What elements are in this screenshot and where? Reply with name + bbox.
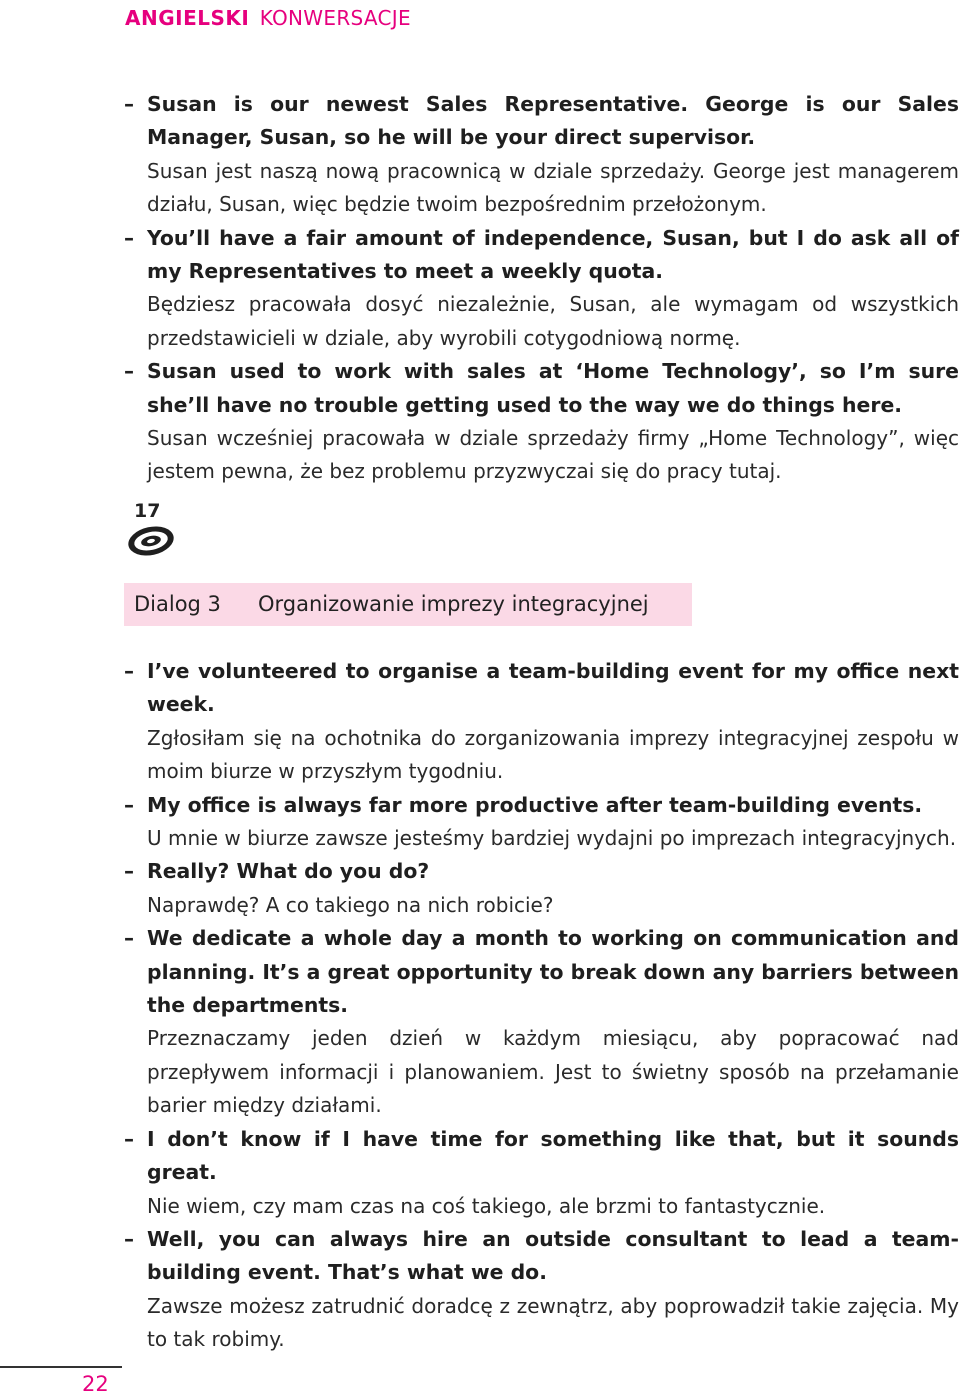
dash-bullet: – (124, 359, 134, 384)
english-line: Well, you can always hire an outside consultant to lead a team-building event. That’s what we do. (147, 1226, 959, 1285)
header-section: KONWERSACJE (259, 6, 411, 30)
header-brand: ANGIELSKI (125, 6, 250, 30)
dialog-entry (124, 789, 959, 856)
dialog-3 (124, 655, 959, 1357)
dialog-entry (124, 655, 959, 789)
dash-bullet: – (124, 92, 134, 116)
dialog-entry (124, 88, 959, 222)
polish-translation: Przeznaczamy jeden dzień w każdym miesiącu, aby popracować nad przepływem informacji i planowaniem. Jest to świetny sposób na przełamanie barier między działami. (147, 1026, 959, 1118)
cd-icon (126, 504, 176, 560)
dialog-entry (124, 1223, 959, 1357)
english-line: I’ve volunteered to organise a team-building event for my office next week. (147, 659, 959, 717)
polish-translation: Zawsze możesz zatrudnić doradcę z zewnątrz, aby poprowadził takie zajęcia. My to tak robimy. (147, 1293, 959, 1352)
dialog-entry (124, 1123, 959, 1223)
footer-rule (0, 1366, 122, 1368)
english-line: Susan is our newest Sales Representative. George is our Sales Manager, Susan, so he will be your direct supervisor. (147, 92, 959, 150)
running-header (125, 6, 411, 30)
dialog-heading (124, 583, 692, 626)
dialog-entry (124, 855, 959, 922)
dialog-entry (124, 922, 959, 1122)
dash-bullet: – (124, 859, 134, 884)
track-number: 17 (134, 500, 161, 522)
polish-translation: Naprawdę? A co takiego na nich robicie? (147, 892, 554, 917)
dialog-number: Dialog 3 (134, 592, 221, 616)
dash-bullet: – (124, 1126, 134, 1151)
dash-bullet: – (124, 792, 134, 817)
dash-bullet: – (124, 926, 134, 951)
dialog-2-continued (124, 88, 959, 489)
dash-bullet: – (124, 1226, 134, 1251)
english-line: Really? What do you do? (147, 859, 430, 884)
english-line: You’ll have a fair amount of independence, Susan, but I do ask all of my Representatives to meet a weekly quota. (147, 225, 959, 284)
polish-translation: U mnie w biurze zawsze jesteśmy bardziej wydajni po imprezach integracyjnych. (147, 826, 957, 851)
english-line: Susan used to work with sales at ‘Home Technology’, so I’m sure she’ll have no trouble getting used to the way we do things here. (147, 359, 959, 417)
dialog-entry (124, 355, 959, 489)
dialog-entry (124, 222, 959, 356)
polish-translation: Susan wcześniej pracowała w dziale sprzedaży firmy „Home Technology”, więc jestem pewna, że bez problemu przyzwyczai się do pracy tutaj. (147, 426, 959, 484)
english-line: My office is always far more productive after team-building events. (147, 792, 923, 817)
polish-translation: Susan jest naszą nową pracownicą w dziale sprzedaży. George jest managerem działu, Susan, więc będzie twoim bezpośrednim przełożonym. (147, 158, 959, 217)
page-number: 22 (82, 1372, 109, 1396)
english-line: We dedicate a whole day a month to working on communication and planning. It’s a great opportunity to break down any barriers between the departments. (147, 926, 960, 1018)
polish-translation: Nie wiem, czy mam czas na coś takiego, ale brzmi to fantastycznie. (147, 1193, 826, 1218)
english-line: I don’t know if I have time for something like that, but it sounds great. (147, 1126, 959, 1185)
polish-translation: Zgłosiłam się na ochotnika do zorganizowania imprezy integracyjnej zespołu w moim biurze w przyszłym tygodniu. (147, 725, 959, 784)
dialog-title: Organizowanie imprezy integracyjnej (258, 592, 649, 616)
dash-bullet: – (124, 225, 134, 250)
polish-translation: Będziesz pracowała dosyć niezależnie, Susan, ale wymagam od wszystkich przedstawicieli w dziale, aby wyrobili cotygodniową normę. (147, 292, 959, 350)
dash-bullet: – (124, 659, 134, 683)
